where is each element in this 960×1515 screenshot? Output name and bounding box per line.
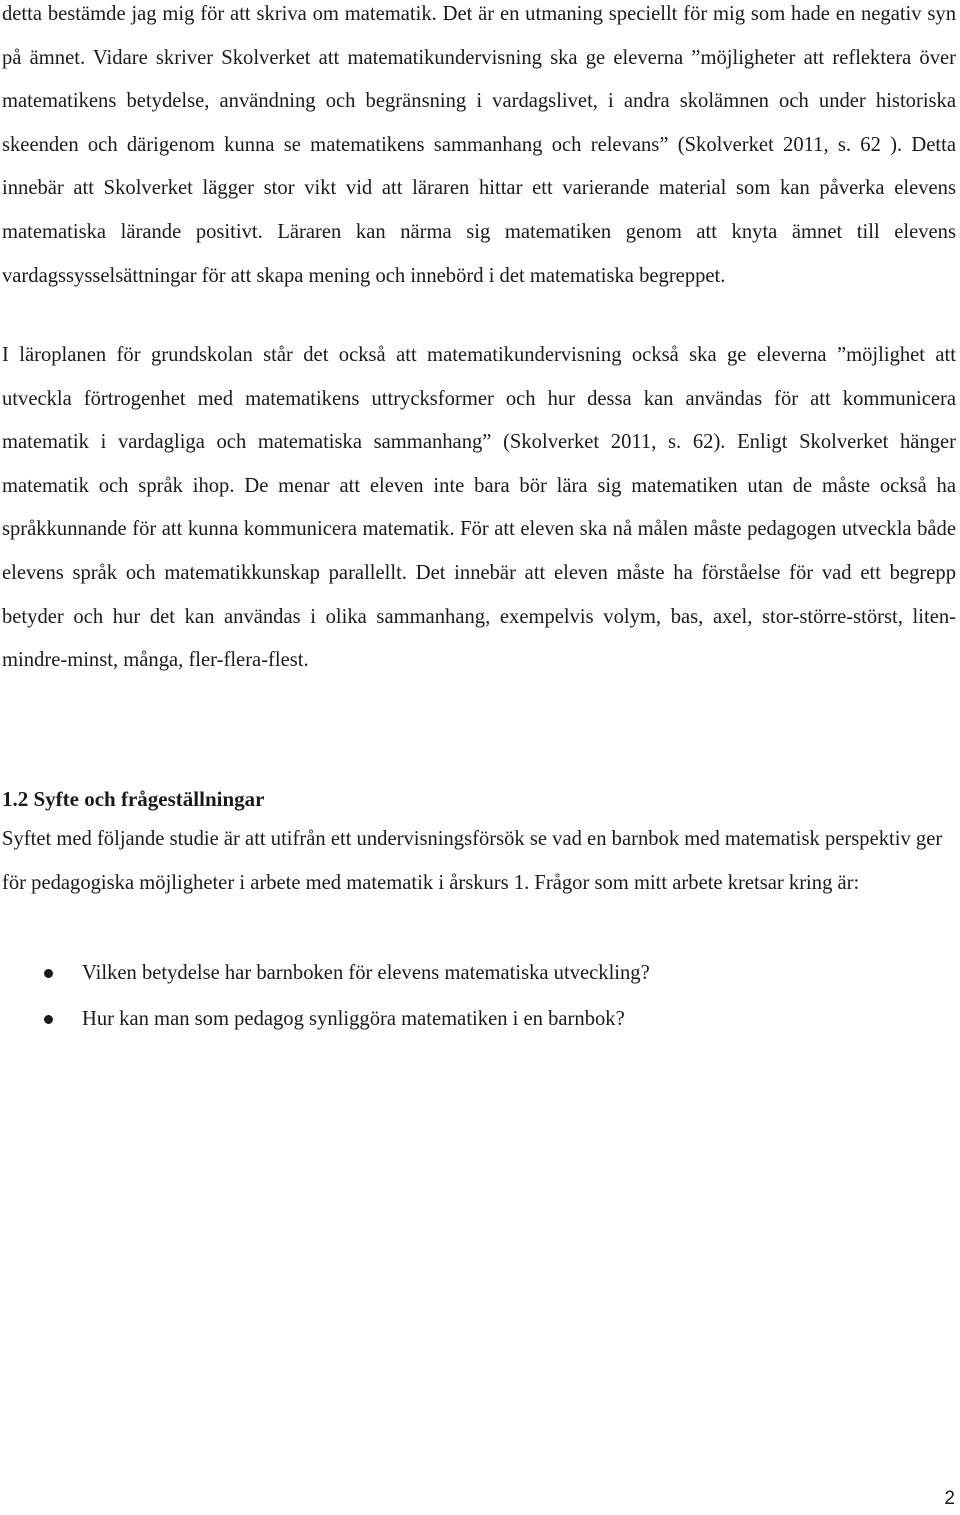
bullet-icon [44, 969, 53, 978]
list-item [0, 952, 960, 998]
section-intro-paragraph: Syftet med följande studie är att utifrån ett undervisningsförsök se vad en barnbok med matematisk perspektiv ger för pedagogiska möjligheter i arbete med matematik i årskurs 1. Frågor som mitt arbete kretsar kring är: [2, 828, 943, 894]
list-item [0, 998, 960, 1044]
bullet-icon [44, 1015, 53, 1024]
body-paragraph: I läroplanen för grundskolan står det också att matematikundervisning också ska ge eleverna ”möjlighet att utveckla förtrogenhet med matematikens uttrycksformer och hur dessa kan användas för att kommunicera matematik i vardagliga och matematiska sammanhang” (Skolverket 2011, s. 62). Enligt Skolverket hänger matematik och språk ihop. De menar att eleven inte bara bör lära sig matematiken utan de måste också ha språkkunnande för att kunna kommunicera matematik. För att eleven ska nå målen måste pedagogen utveckla både elevens språk och matematikkunskap parallellt. Det innebär att eleven måste ha förståelse för vad ett begrepp betyder och hur det kan användas i olika sammanhang, exempelvis volym, bas, axel, stor-större-störst, liten-mindre-minst, många, fler-flera-flest. [2, 344, 956, 672]
research-question: Hur kan man som pedagog synliggöra matematiken i en barnbok? [82, 1008, 625, 1030]
research-question: Vilken betydelse har barnboken för elevens matematiska utveckling? [82, 962, 650, 984]
section-heading: 1.2 Syfte och frågeställningar [2, 787, 265, 811]
research-questions-list [0, 952, 960, 1044]
page-number: 2 [944, 1488, 955, 1509]
body-paragraph: detta bestämde jag mig för att skriva om matematik. Det är en utmaning speciellt för mig som hade en negativ syn på ämnet. Vidare skriver Skolverket att matematikundervisning ska ge eleverna ”möjligheter att reflektera över matematikens betydelse, användning och begränsning i vardagslivet, i andra skolämnen och under historiska skeenden och därigenom kunna se matematikens sammanhang och relevans” (Skolverket 2011, s. 62 ). Detta innebär att Skolverket lägger stor vikt vid att läraren hittar ett varierande material som kan påverka elevens matematiska lärande positivt. Läraren kan närma sig matematiken genom att knyta ämnet till elevens vardagssysselsättningar för att skapa mening och innebörd i det matematiska begreppet. [2, 3, 956, 287]
